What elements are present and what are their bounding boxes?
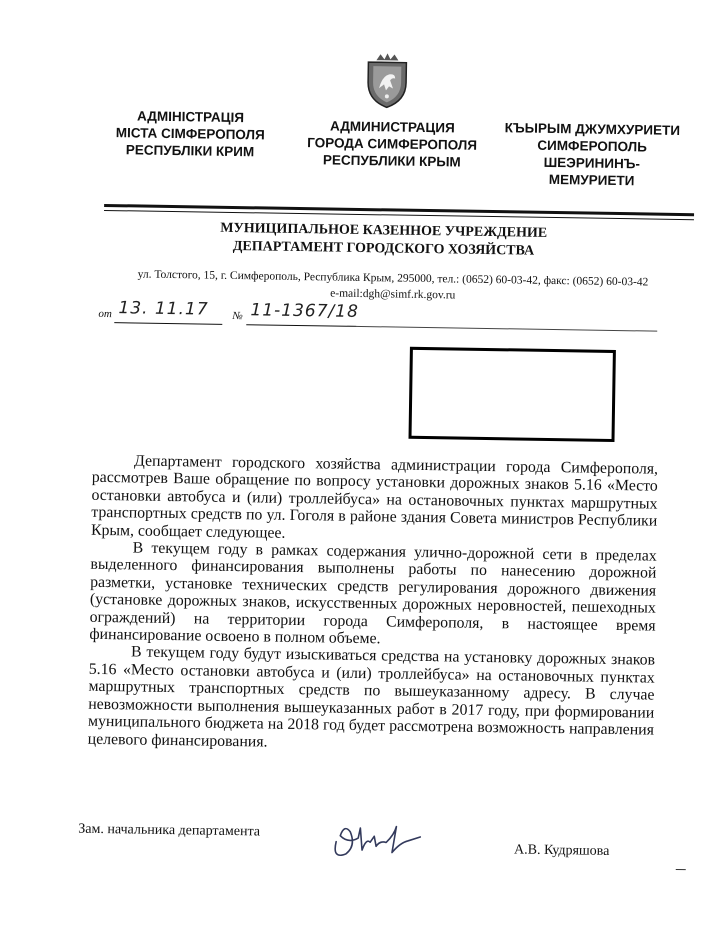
from-label: от [98, 307, 112, 321]
address-line: ул. Толстого, 15, г. Симферополь, Республика Крым, 295000, тел.: (0652) 60-03-42, факс: (0652) 60-03-42 [137, 268, 649, 289]
header-crimean-tatar: КЪЫРЫМ ДЖУМХУРИЕТИ СИМФЕРОПОЛЬ ШЕЭРИНИНЪ- МЕМУРИЕТИ [504, 120, 681, 189]
reference-date: 13. 11.17 [118, 298, 209, 320]
organization-name [113, 218, 653, 262]
reference-block [98, 298, 368, 328]
header-russian: АДМИНИСТРАЦИЯ ГОРОДА СИМФЕРОПОЛЯ РЕСПУБЛИКИ КРЫМ [307, 118, 478, 170]
email-line: e-mail:dgh@simf.rk.gov.ru [330, 287, 456, 302]
organization-line-2: ДЕПАРТАМЕНТ ГОРОДСКОГО ХОЗЯЙСТВА [232, 238, 535, 259]
body-paragraph: В текущем году будут изыскиваться средства на установку дорожных знаков 5.16 «Место остановки автобуса и (или) троллейбуса» на остановочных пунктах маршрутных транспортных средств по вышеуказанному адресу. В случае невозможности выполнения вышеуказанных работ в 2017 году, при формировании муниципального бюджета на 2018 год будет рассмотрена возможность направления целевого финансирования. [87, 643, 656, 751]
body-paragraph: Департамент городского хозяйства администрации города Симферополя, рассмотрев Ваше обращение по вопросу установки дорожных знаков 5.16 «Место остановки автобуса и (или) троллейбуса» на остановочных пунктах маршрутных транспортных средств по ул. Гоголя в районе здания Совета министров Республики Крым, сообщает следующее. [90, 452, 659, 542]
reference-rule [347, 326, 657, 332]
redacted-recipient-box [408, 347, 615, 442]
date-underline [114, 322, 222, 325]
body-paragraph: В текущем году в рамках содержания улично-дорожной сети в пределах выделенного финансирования выполнены работы по нанесению дорожной разметки, установке технических средств регулирования дорожного движения (установке дорожных знаков, искусственных дорожных неровностей, пешеходных ограждений) на территории города Симферополя, в настоящее время финансирование освоено в полном объеме. [89, 539, 657, 648]
handwritten-signature [330, 816, 427, 866]
number-underline [246, 324, 356, 327]
crimea-coat-of-arms-icon [362, 52, 413, 109]
organization-line-1: МУНИЦИПАЛЬНОЕ КАЗЕННОЕ УЧРЕЖДЕНИЕ [220, 220, 548, 241]
margin-mark [676, 869, 686, 870]
signatory-title: Зам. начальника департамента [78, 821, 261, 840]
reference-number: 11-1367/18 [250, 300, 360, 322]
letter-body [88, 452, 659, 757]
header-ukrainian: АДМІНІСТРАЦІЯ МІСТА СІМФЕРОПОЛЯ РЕСПУБЛІКИ КРИМ [115, 108, 265, 160]
signatory-name: А.В. Кудряшова [513, 842, 610, 859]
number-label: № [232, 309, 243, 323]
